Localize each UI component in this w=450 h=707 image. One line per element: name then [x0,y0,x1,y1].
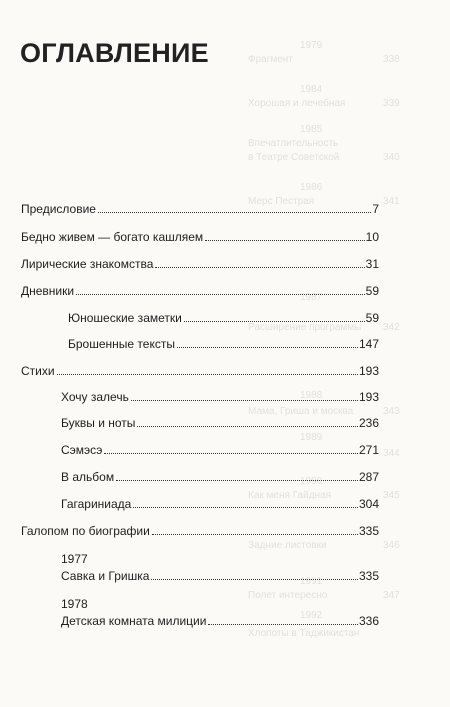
toc-entry-yunosheskie[interactable] [68,311,379,325]
toc-entry-hochu-zalech[interactable] [61,390,379,404]
leader-dots [177,347,358,348]
svg-text:339: 339 [383,98,400,109]
svg-text:1986: 1986 [300,182,323,193]
leader-dots [155,267,364,268]
toc-entry-label: Юношеские заметки [68,311,182,325]
svg-text:345: 345 [383,490,400,501]
leader-dots [57,374,358,375]
svg-text:1990: 1990 [300,476,323,487]
toc-entry-detskaya-komnata[interactable] [61,614,379,628]
leader-dots [133,507,358,508]
toc-entry-page: 59 [365,311,379,325]
year-heading: 1978 [61,597,88,611]
toc-entry-page: 236 [358,416,379,430]
toc-entry-stihi[interactable] [21,364,379,378]
year-heading: 1977 [61,552,88,566]
toc-entry-page: 10 [365,230,379,244]
toc-entry-label: Савка и Гришка [61,569,150,583]
toc-entry-label: Детская комната милиции [61,614,207,628]
leader-dots [98,212,371,213]
toc-entry-page: 31 [365,257,379,271]
toc-entry-galopom[interactable] [21,524,379,538]
toc-entry-label: Бедно живем — богато кашляем [21,230,204,244]
svg-text:Как меня Гайдная: Как меня Гайдная [248,490,332,501]
svg-text:1988: 1988 [300,390,323,401]
toc-entry-page: 59 [365,284,379,298]
toc-entry-page: 335 [358,524,379,538]
svg-text:1989: 1989 [300,432,323,443]
page-title: ОГЛАВЛЕНИЕ [20,38,209,68]
svg-text:343: 343 [383,406,400,417]
toc-entry-label: Дневники [21,284,75,298]
svg-text:1984: 1984 [300,84,323,95]
svg-text:344: 344 [383,448,400,459]
svg-text:1987: 1987 [300,292,323,303]
svg-text:1992: 1992 [300,610,323,621]
svg-text:Расширение программы: Расширение программы [248,322,362,333]
leader-dots [151,579,358,580]
toc-entry-bukvy-i-noty[interactable] [61,416,379,430]
svg-text:1985: 1985 [300,124,323,135]
leader-dots [208,624,358,625]
toc-entry-page: 336 [358,614,379,628]
svg-text:347: 347 [383,590,400,601]
toc-entry-label: Стихи [21,364,55,378]
svg-text:Полет интересно: Полет интересно [248,590,328,601]
svg-text:340: 340 [383,152,400,163]
toc-entry-label: Буквы и ноты [61,416,136,430]
toc-entry-label: В альбом [61,470,115,484]
leader-dots [76,294,365,295]
toc-entry-bedno-zhivem[interactable] [21,230,379,244]
leader-dots [137,426,358,427]
toc-entry-liricheskie[interactable] [21,257,379,271]
toc-entry-label: Галопом по биографии [21,524,150,538]
svg-text:341: 341 [383,196,400,207]
svg-text:Впечатлительность: Впечатлительность [248,138,339,149]
svg-text:346: 346 [383,540,400,551]
bleed-year: 1979 [300,40,323,51]
svg-text:Мама, Гриша и москва: Мама, Гриша и москва [248,406,354,417]
toc-entry-label: Брошенные тексты [68,337,175,351]
toc-entry-page: 193 [358,364,379,378]
svg-text:Задние листовки: Задние листовки [248,540,327,551]
toc-entry-page: 193 [358,390,379,404]
toc-entry-label: Хочу залечь [61,390,129,404]
toc-entry-semese[interactable] [61,443,379,457]
leader-dots [152,534,358,535]
toc-entry-label: Предисловие [21,202,96,216]
svg-text:Мерс Пестрая: Мерс Пестрая [248,196,315,207]
toc-entry-v-albom[interactable] [61,470,379,484]
leader-dots [184,321,365,322]
svg-text:в Театре Советской: в Театре Советской [248,152,340,163]
svg-text:338: 338 [383,54,400,65]
toc-entry-label: Сэмэсэ [61,443,103,457]
toc-entry-label: Гагариниада [61,497,132,511]
toc-entry-page: 335 [358,569,379,583]
svg-text:342: 342 [383,322,400,333]
toc-entry-page: 147 [358,337,379,351]
toc-entry-savka-i-grishka[interactable] [61,569,379,583]
toc-entry-page: 7 [372,202,379,216]
svg-text:Хорошая и лечебная: Хорошая и лечебная [248,98,346,109]
svg-text:Хлопоты в Таджикистан: Хлопоты в Таджикистан [248,628,360,639]
toc-entry-page: 271 [358,443,379,457]
leader-dots [131,400,358,401]
svg-text:1991: 1991 [300,576,323,587]
toc-entry-gagariniada[interactable] [61,497,379,511]
toc-entry-dnevniki[interactable] [21,284,379,298]
toc-entry-label: Лирические знакомства [21,257,154,271]
leader-dots [104,453,358,454]
leader-dots [205,240,364,241]
toc-entry-page: 304 [358,497,379,511]
toc-entry-page: 287 [358,470,379,484]
toc-entry-preface[interactable] [21,202,379,216]
svg-text:Фрагмент: Фрагмент [248,54,293,65]
leader-dots [116,480,358,481]
toc-entry-broshennye[interactable] [68,337,379,351]
